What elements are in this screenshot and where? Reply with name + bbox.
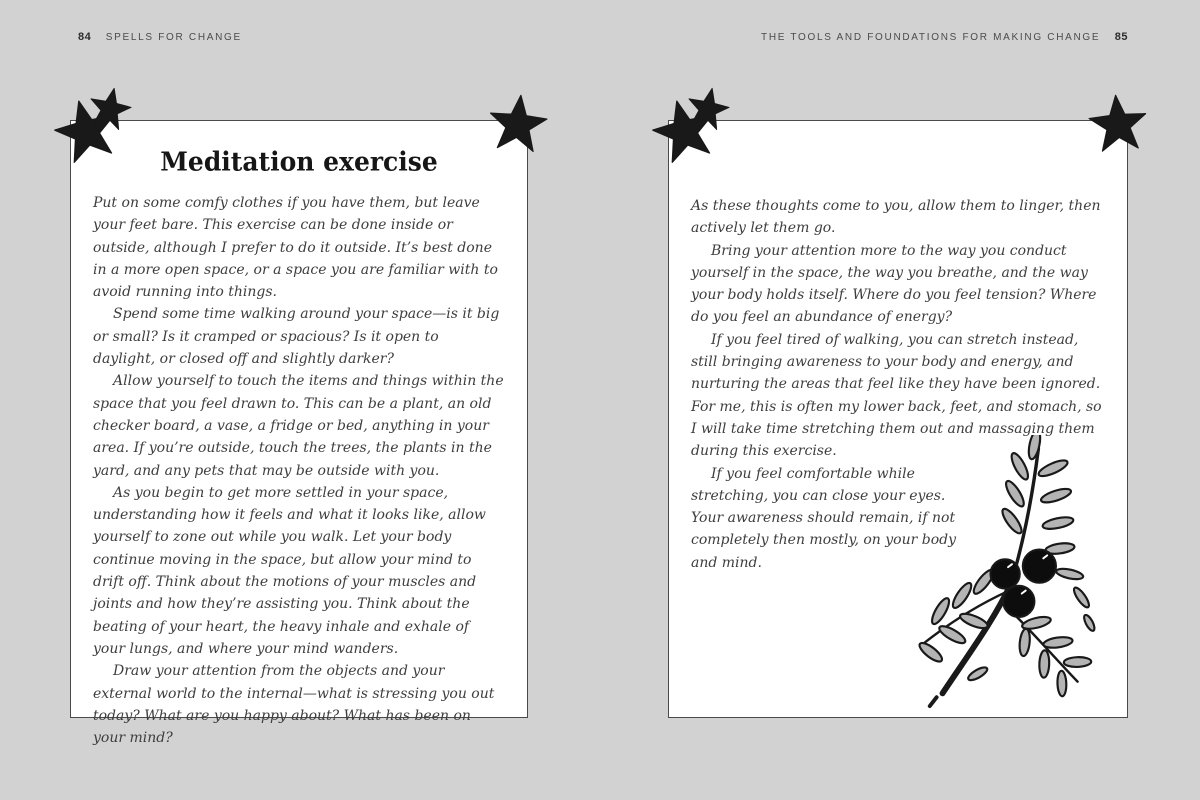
body-paragraph: Draw your attention from the objects and your external world to the internal—what is stressing you out today? What are you happy about? What has been on your mind?	[93, 663, 495, 747]
star-icon	[85, 83, 135, 133]
body-paragraph: If you feel comfortable while stretching, you can close your eyes. Your awareness should remain, if not completely then mostly, on your body and mind.	[691, 465, 957, 571]
body-paragraph: As you begin to get more settled in your space, understanding how it feels and what it looks like, allow yourself to zone out while you walk. Let your body continue moving in the space, but allow your mind to drift off. Think about the motions of your muscles and joints and how they’re assisting you. Think about the beating of your heart, the heavy inhale and exhale of your lungs, and where your mind wanders.	[93, 484, 486, 657]
running-title-left: SPELLS FOR CHANGE	[105, 32, 242, 43]
running-title-right: THE TOOLS AND FOUNDATIONS FOR MAKING CHANGE	[761, 32, 1101, 43]
body-paragraph: Put on some comfy clothes if you have them, but leave your feet bare. This exercise can be done inside or outside, although I prefer to do it outside. It’s best done in a more open space, or a space you are familiar with to avoid running into things.	[93, 195, 498, 301]
juniper-branch-illustration	[913, 435, 1109, 709]
running-head-right	[761, 31, 1128, 43]
star-icon	[1087, 92, 1150, 155]
body-paragraph: As these thoughts come to you, allow them to linger, then actively let them go.	[691, 198, 1101, 237]
body-paragraph: If you feel tired of walking, you can stretch instead, still bringing awareness to your body and energy, and nurturing the areas that feel like they have been ignored. For me, this is often my lower back, feet, and stomach, so I will take time stretching them out and massaging them during this exercise.	[691, 331, 1102, 460]
page-number-right: 85	[1114, 31, 1128, 43]
right-page	[668, 120, 1128, 718]
page-number-left: 84	[78, 31, 92, 43]
running-head-left	[78, 31, 242, 43]
page-title: Meditation exercise	[160, 146, 438, 177]
body-paragraph: Allow yourself to touch the items and things within the space that you feel drawn to. This can be a plant, an old checker board, a vase, a fridge or bed, anything in your area. If you’re outside, touch the trees, the plants in the yard, and any pets that may be outside with you.	[93, 373, 504, 479]
body-paragraph: Spend some time walking around your space—is it big or small? Is it cramped or spacious? Is it open to daylight, or closed off and slightly darker?	[93, 306, 500, 368]
left-page	[70, 120, 528, 747]
left-page-content	[71, 147, 527, 749]
body-paragraph: Bring your attention more to the way you conduct yourself in the space, the way you breathe, and the way your body holds itself. Where do you feel tension? Where do you feel an abundance of energy?	[691, 242, 1097, 326]
star-icon	[683, 83, 733, 133]
